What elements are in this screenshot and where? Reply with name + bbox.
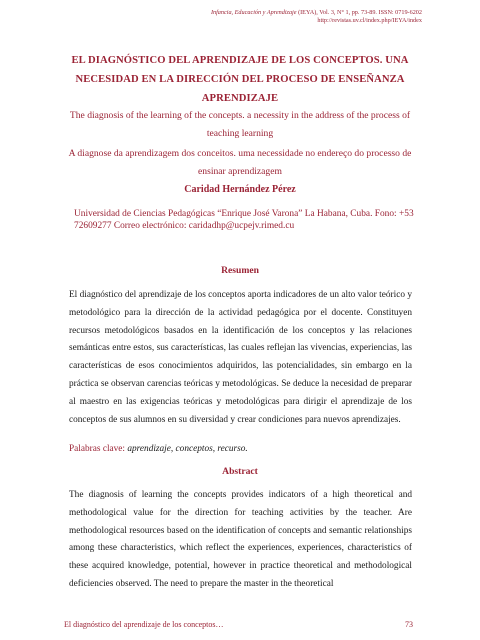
journal-citation — [211, 9, 422, 17]
journal-name: Infancia, Educación y Aprendizaje — [210, 9, 297, 16]
abstract-heading: Abstract — [222, 466, 258, 477]
keywords — [69, 444, 412, 454]
abstract-text: The diagnosis of learning the concepts provides indicators of a high theoretical and methodological value for the direction for teaching activities by the teacher. Are methodological resources based on the identification of concepts and semantic relationships among these characteristics, which reflect the experiences, experiences, characteristics of these acquired knowledge, potential, however in practice theoretical and methodological deficiencies observed. The need to prepare the master in the theoretical — [69, 490, 412, 589]
article-title: EL DIAGNÓSTICO DEL APRENDIZAJE DE LOS CONCEPTOS. UNA NECESIDAD EN LA DIRECCIÓN DEL PROCESO DE ENSEÑANZA APRENDIZAJE — [71, 55, 409, 104]
resumen-text: El diagnóstico del aprendizaje de los conceptos aporta indicadores de un alto valor teórico y metodológico para la dirección de la actividad pedagógica por el docente. Constituyen recursos metodológicos basados en la identificación de los conceptos y las relaciones semánticas entre estos, sus características, las cuales reflejan las vivencias, experiencias, las características de esos conocimientos adquiridos, las potencialidades, sin embargo en la práctica se observan carencias teóricas y metodológicas. Se deduce la necesidad de preparar al maestro en las exigencias teóricas y metodológicas para dirigir el aprendizaje de los conceptos de sus alumnos en su diversidad y crear condiciones para nuevos aprendizajes. — [69, 290, 412, 425]
journal-url[interactable]: http://revistas.uv.cl/index.php/IEYA/index — [317, 17, 422, 24]
article-title-english: The diagnosis of the learning of the concepts. a necessity in the address of the process of teaching learning — [69, 110, 411, 139]
author-name: Caridad Hernández Pérez — [184, 184, 296, 195]
keywords-label: Palabras clave: — [69, 444, 126, 454]
resumen-heading: Resumen — [221, 265, 259, 276]
keywords-text: aprendizaje, conceptos, recurso. — [127, 444, 248, 454]
author-affiliation: Universidad de Ciencias Pedagógicas “Enrique José Varona” La Habana, Cuba. Fono: +53 72609277 Correo electrónico: caridadhp@ucpejv.rimed.cu — [74, 209, 414, 231]
article-title-portuguese: A diagnose da aprendizagem dos conceitos. uma necessidade no endereço do processo de ensinar aprendizagem — [68, 148, 412, 177]
journal-info: (IEYA), Vol. 3, N° 1, pp. 73-89. ISSN: 0719-6202 — [298, 9, 422, 16]
journal-header — [211, 9, 422, 25]
running-title: El diagnóstico del aprendizaje de los conceptos… — [64, 620, 224, 629]
page-number: 73 — [405, 620, 413, 629]
